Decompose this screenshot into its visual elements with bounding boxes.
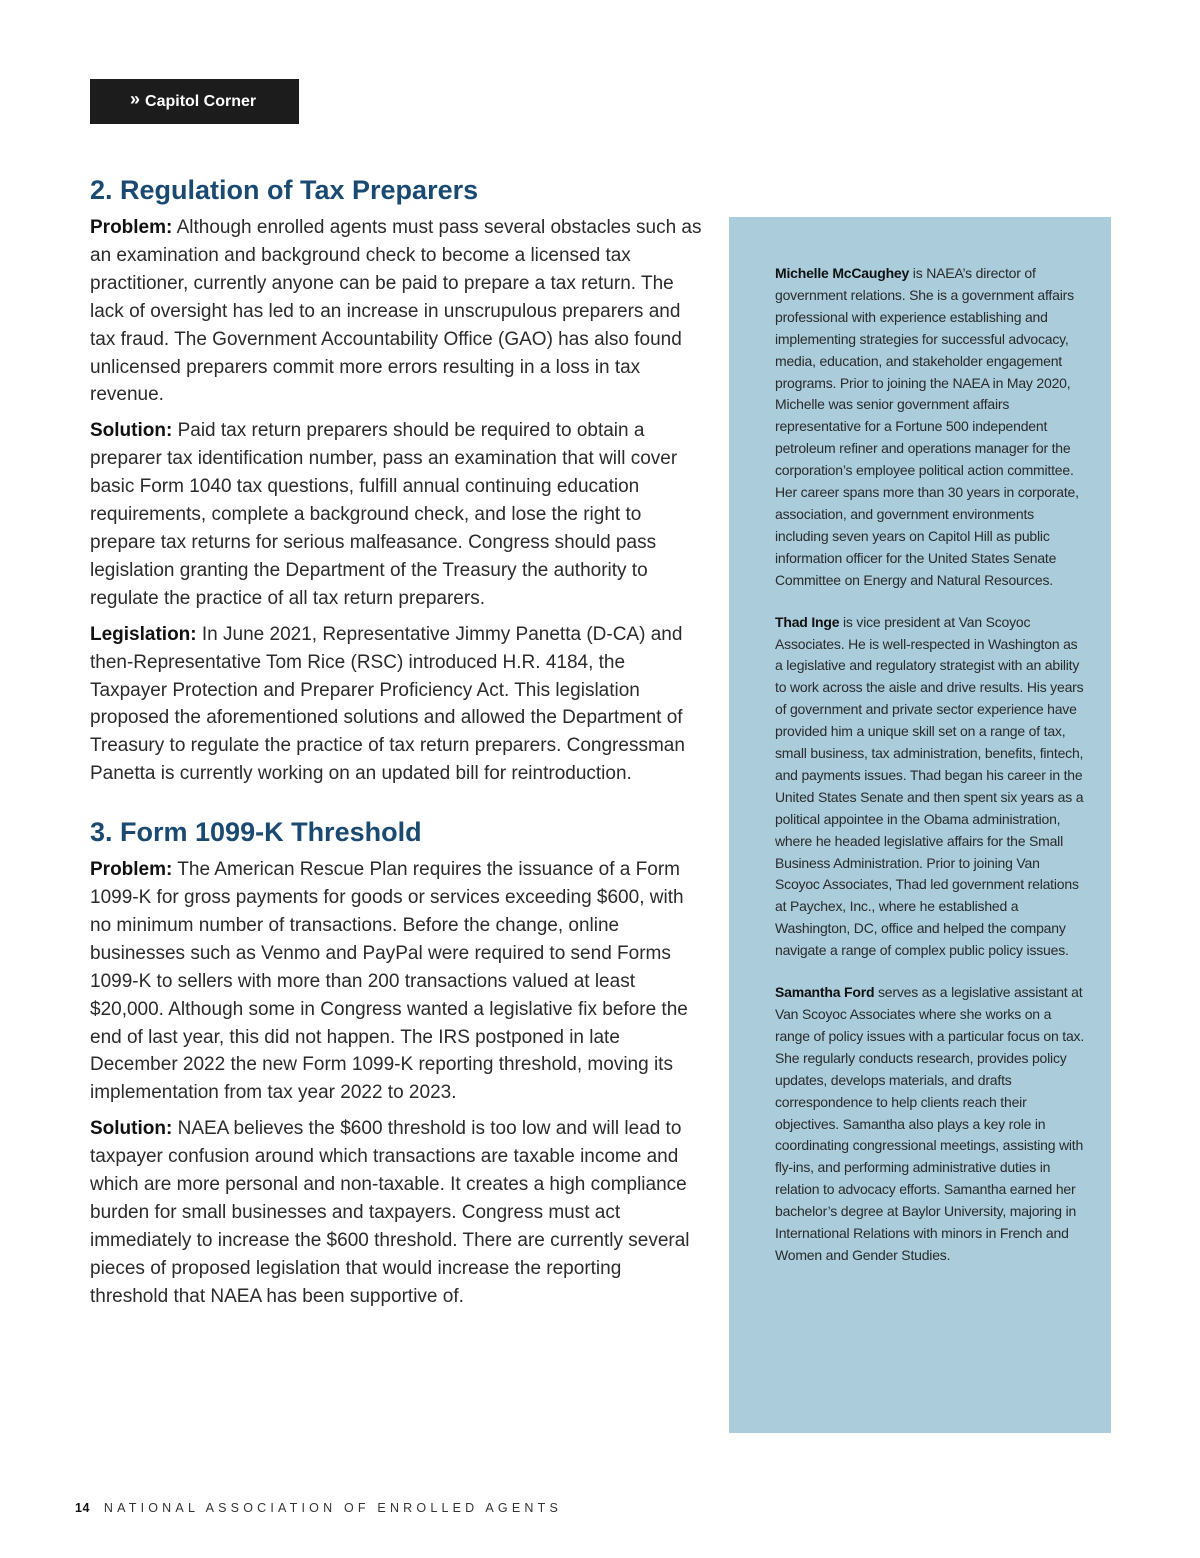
- publication-name: NATIONAL ASSOCIATION OF ENROLLED AGENTS: [103, 1501, 562, 1515]
- main-column: [90, 172, 702, 1319]
- bio-samantha-ford: [775, 982, 1085, 1267]
- bio-text: serves as a legislative assistant at Van Scoyoc Associates where she works on a range of policy issues with a particular focus on tax. She regularly conducts research, provides policy updates, develops materials, and drafts correspondence to help clients reach their objectives. Samantha also plays a key role in coordinating congressional meetings, assisting with fly-ins, and performing administrative duties in relation to advocacy efforts. Samantha earned her bachelor’s degree at Baylor University, majoring in International Relations with minors in French and Women and Gender Studies.: [775, 984, 1085, 1263]
- chevron-right-icon: »: [130, 89, 141, 109]
- paragraph-solution-1: [90, 417, 702, 612]
- bio-name: Samantha Ford: [775, 984, 875, 1001]
- page-number: 14: [75, 1501, 90, 1515]
- bio-name: Michelle McCaughey: [775, 265, 910, 281]
- label-problem: Problem:: [90, 859, 173, 881]
- section-heading-regulation: 2. Regulation of Tax Preparers: [90, 175, 479, 205]
- bio-thad-inge: [775, 612, 1085, 963]
- section-heading-1099k: 3. Form 1099-K Threshold: [90, 817, 422, 848]
- label-legislation: Legislation:: [90, 623, 197, 645]
- paragraph-legislation-1: [90, 621, 702, 788]
- text-solution: Paid tax return preparers should be required to obtain a preparer tax identification number, pass an examination that will cover basic Form 1040 tax questions, fulfill annual continuing education requirements, complete a background check, and lose the right to prepare tax returns for serious malfeasance. Congress should pass legislation granting the Department of the Treasury the authority to regulate the practice of all tax return preparers.: [90, 420, 678, 609]
- bio-text: is vice president at Van Scoyoc Associates. He is well-respected in Washington as a legislative and regulatory strategist with an ability to work across the aisle and drive results. His years of government and private sector experience have provided him a unique skill set on a range of tax, small business, tax administration, benefits, fintech, and payments issues. Thad began his career in the United States Senate and then spent six years as a political appointee in the Obama administration, where he headed legislative affairs for the Small Business Administration. Prior to joining Van Scoyoc Associates, Thad led government relations at Paychex, Inc., where he established a Washington, DC, office and helped the company navigate a range of complex public policy issues.: [775, 613, 1084, 959]
- text-legislation: In June 2021, Representative Jimmy Panetta (D-CA) and then-Representative Tom Rice (RSC) introduced H.R. 4184, the Taxpayer Protection and Preparer Proficiency Act. This legislation proposed the aforementioned solutions and allowed the Department of Treasury to regulate the practice of tax return preparers. Congressman Panetta is currently working on an updated bill for reintroduction.: [90, 623, 685, 785]
- paragraph-solution-2: [90, 1115, 702, 1310]
- bio-michelle-mccaughey: [775, 263, 1085, 592]
- paragraph-problem-1: [90, 214, 702, 409]
- text-solution: NAEA believes the $600 threshold is too low and will lead to taxpayer confusion around which transactions are taxable income and which are more personal and non-taxable. It creates a high compliance burden for small businesses and taxpayers. Congress must act immediately to increase the $600 threshold. There are currently several pieces of proposed legislation that would increase the reporting threshold that NAEA has been supportive of.: [90, 1118, 690, 1307]
- label-problem: Problem:: [90, 217, 173, 238]
- section-tab: [90, 79, 299, 124]
- page-footer: [75, 1501, 562, 1515]
- author-bios-sidebar: [729, 217, 1111, 1433]
- text-problem: The American Rescue Plan requires the issuance of a Form 1099-K for gross payments for goods or services exceeding $600, with no minimum number of transactions. Before the change, online businesses such as Venmo and PayPal were required to send Forms 1099-K to sellers with more than 200 transactions valued at least $20,000. Although some in Congress wanted a legislative fix before the end of last year, this did not happen. The IRS postponed in late December 2022 the new Form 1099-K reporting threshold, moving its implementation from tax year 2022 to 2023.: [90, 859, 688, 1104]
- section-tab-label: Capitol Corner: [145, 92, 257, 110]
- paragraph-problem-2: [90, 856, 702, 1107]
- bio-name: Thad Inge: [775, 613, 840, 630]
- label-solution: Solution:: [90, 420, 173, 442]
- text-problem: Although enrolled agents must pass several obstacles such as an examination and background check to become a licensed tax practitioner, currently anyone can be paid to prepare a tax return. The lack of oversight has led to an increase in unscrupulous preparers and tax fraud. The Government Accountability Office (GAO) has also found unlicensed preparers commit more errors resulting in a loss in tax revenue.: [90, 217, 702, 406]
- label-solution: Solution:: [90, 1118, 173, 1140]
- bio-text: is NAEA’s director of government relations. She is a government affairs professional with experience establishing and implementing strategies for successful advocacy, media, education, and stakeholder engagement programs. Prior to joining the NAEA in May 2020, Michelle was senior government affairs representative for a Fortune 500 independent petroleum refiner and operations manager for the corporation’s employee political action committee. Her career spans more than 30 years in corporate, association, and government environments including seven years on Capitol Hill as public information officer for the United States Senate Committee on Energy and Natural Resources.: [775, 265, 1079, 588]
